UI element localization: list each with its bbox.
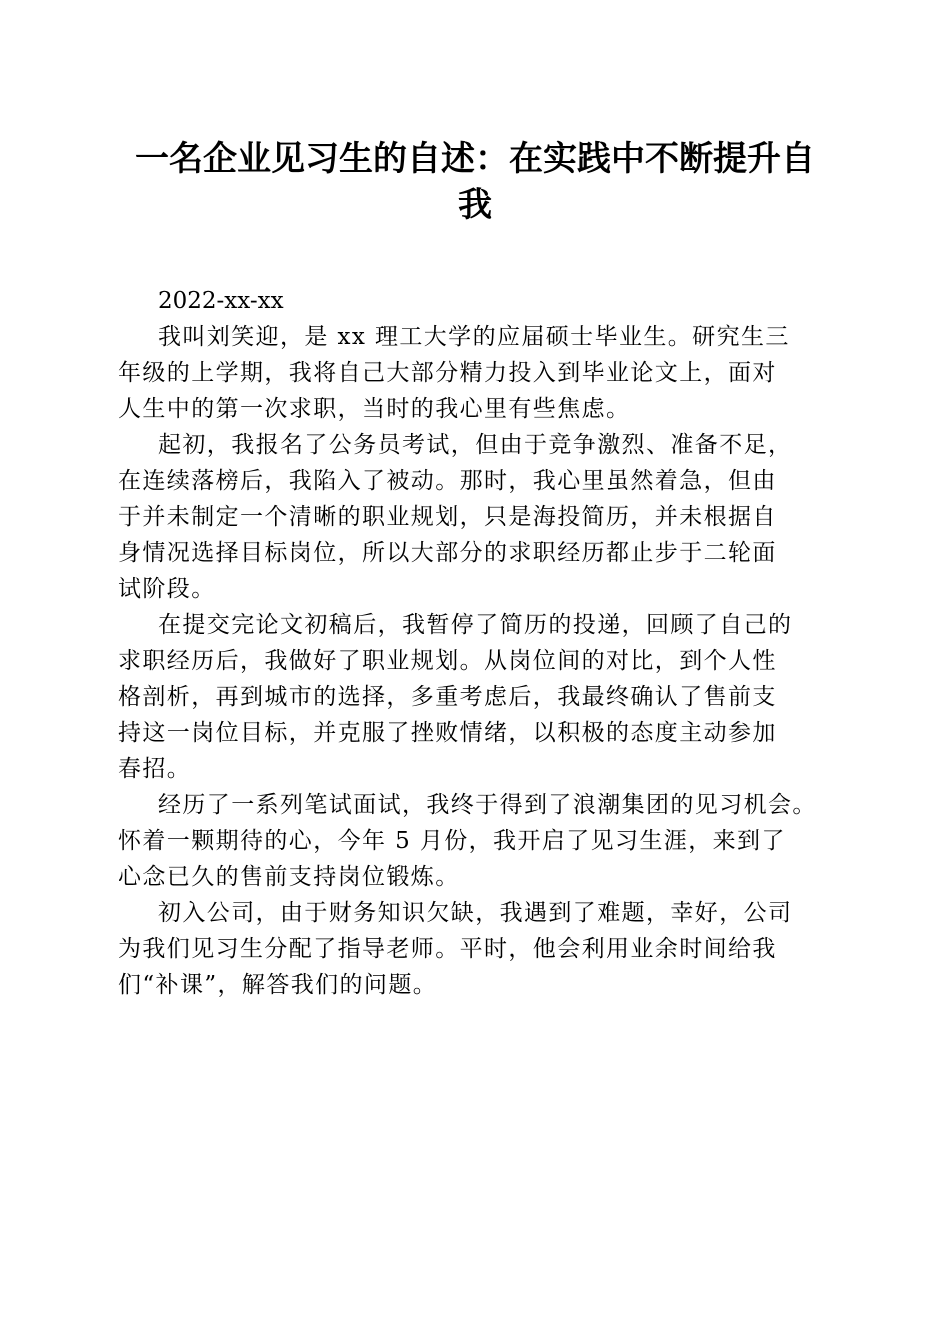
paragraph-5 bbox=[118, 895, 838, 1003]
paragraph-1 bbox=[118, 319, 838, 427]
paragraph-line: 在提交完论文初稿后，我暂停了简历的投递，回顾了自己的 bbox=[158, 612, 793, 638]
paragraph-line: 在连续落榜后，我陷入了被动。那时，我心里虽然着急，但由 bbox=[118, 468, 777, 494]
document-title bbox=[110, 136, 840, 228]
paragraph-line: 心念已久的售前支持岗位锻炼。 bbox=[118, 864, 460, 890]
paragraph-line: 我叫刘笑迎，是 xx 理工大学的应届硕士毕业生。研究生三 bbox=[158, 324, 790, 350]
paragraph-line: 持这一岗位目标，并克服了挫败情绪，以积极的态度主动参加 bbox=[118, 720, 777, 746]
paragraph-line: 怀着一颗期待的心，今年 5 月份，我开启了见习生涯，来到了 bbox=[118, 828, 786, 854]
paragraph-line: 身情况选择目标岗位，所以大部分的求职经历都止步于二轮面 bbox=[118, 540, 777, 566]
paragraph-line: 为我们见习生分配了指导老师。平时，他会利用业余时间给我 bbox=[118, 936, 777, 962]
paragraph-line: 起初，我报名了公务员考试，但由于竞争激烈、准备不足， bbox=[158, 432, 793, 458]
paragraph-3 bbox=[118, 607, 838, 787]
title-line-2: 我 bbox=[458, 185, 492, 225]
paragraph-line: 于并未制定一个清晰的职业规划，只是海投简历，并未根据自 bbox=[118, 504, 777, 530]
paragraph-line: 试阶段。 bbox=[118, 576, 216, 602]
paragraph-line: 初入公司，由于财务知识欠缺，我遇到了难题，幸好，公司 bbox=[158, 900, 793, 926]
paragraph-2 bbox=[118, 427, 838, 607]
document-date: 2022-xx-xx bbox=[158, 288, 284, 314]
paragraph-line: 格剖析，再到城市的选择，多重考虑后，我最终确认了售前支 bbox=[118, 684, 777, 710]
paragraph-line: 经历了一系列笔试面试，我终于得到了浪潮集团的见习机会。 bbox=[158, 792, 817, 818]
paragraph-line: 人生中的第一次求职，当时的我心里有些焦虑。 bbox=[118, 396, 631, 422]
title-line-1: 一名企业见习生的自述：在实践中不断提升自 bbox=[135, 139, 815, 179]
paragraph-line: 求职经历后，我做好了职业规划。从岗位间的对比，到个人性 bbox=[118, 648, 777, 674]
paragraph-line: 年级的上学期，我将自己大部分精力投入到毕业论文上，面对 bbox=[118, 360, 777, 386]
paragraph-line: 们“补课”，解答我们的问题。 bbox=[118, 972, 438, 998]
paragraph-line: 春招。 bbox=[118, 756, 192, 782]
document-body bbox=[118, 283, 838, 1003]
paragraph-4 bbox=[118, 787, 838, 895]
